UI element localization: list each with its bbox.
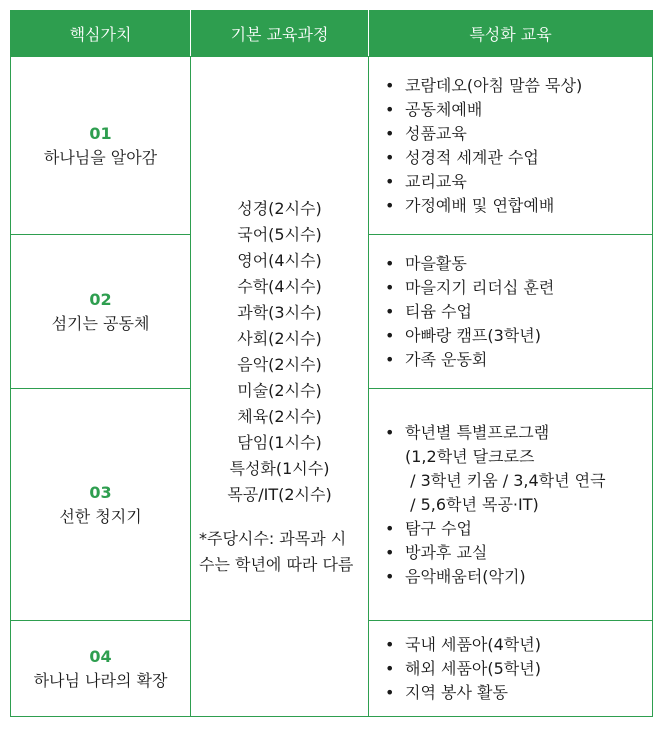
bullet-icon: •	[385, 566, 395, 586]
bullet-icon: •	[385, 75, 395, 95]
subject-item: 특성화(1시수)	[229, 458, 330, 478]
list-item	[383, 633, 642, 657]
special-education-cell	[369, 389, 653, 621]
bullet-icon: •	[385, 682, 395, 702]
special-education-cell	[369, 57, 653, 235]
subject-item: 목공/IT(2시수)	[227, 484, 332, 504]
list-item	[383, 252, 642, 276]
subject-item: 영어(4시수)	[237, 250, 322, 270]
bullet-icon: •	[385, 542, 395, 562]
core-value-label: 하나님을 알아감	[43, 147, 158, 167]
special-education-list	[383, 633, 642, 705]
bullet-icon: •	[385, 634, 395, 654]
subject-item: 체육(2시수)	[237, 406, 322, 426]
list-item-text: 아빠랑 캠프(3학년)	[405, 325, 541, 345]
core-value-number: 04	[89, 646, 112, 666]
list-item	[383, 348, 642, 372]
list-item-text: 공동체예배	[405, 99, 483, 119]
list-item	[383, 421, 642, 517]
list-item-text: 국내 세품아(4학년)	[405, 634, 541, 654]
list-item-text: 탐구 수업	[405, 518, 472, 538]
basic-curriculum-cell	[191, 57, 369, 717]
list-item-text: 가정예배 및 연합예배	[405, 195, 555, 215]
bullet-icon: •	[385, 325, 395, 345]
table-row	[11, 57, 653, 235]
bullet-icon: •	[385, 518, 395, 538]
bullet-icon: •	[385, 99, 395, 119]
special-education-list	[383, 252, 642, 372]
bullet-icon: •	[385, 277, 395, 297]
bullet-icon: •	[385, 349, 395, 369]
list-item-text: 성경적 세계관 수업	[405, 147, 539, 167]
header-basic-curriculum: 기본 교육과정	[191, 10, 369, 57]
list-item	[383, 146, 642, 170]
list-item	[383, 565, 642, 589]
list-item-text: 성품교육	[405, 123, 467, 143]
subject-item: 국어(5시수)	[237, 224, 322, 244]
special-education-cell	[369, 235, 653, 389]
curriculum-note: *주당시수: 과목과 시수는 학년에 따라 다름	[199, 528, 354, 574]
core-value-number: 02	[89, 289, 112, 309]
subject-item: 음악(2시수)	[237, 354, 322, 374]
list-item	[383, 276, 642, 300]
subject-item: 미술(2시수)	[237, 380, 322, 400]
list-item	[383, 681, 642, 705]
list-item	[383, 98, 642, 122]
list-item-text: 해외 세품아(5학년)	[405, 658, 541, 678]
list-item-text: 마을지기 리더십 훈련	[405, 277, 555, 297]
bullet-icon: •	[385, 123, 395, 143]
list-item	[383, 194, 642, 218]
core-value-cell	[11, 621, 191, 717]
list-item-text: 가족 운동회	[405, 349, 488, 369]
subject-item: 성경(2시수)	[237, 198, 322, 218]
subject-list	[199, 196, 360, 508]
list-item	[383, 541, 642, 565]
list-item	[383, 324, 642, 348]
list-item-text: 마을활동	[405, 253, 467, 273]
list-item-text: 학년별 특별프로그램 (1,2학년 달크로즈 / 3학년 키움 / 3,4학년 연극 / 5,6학년 목공·IT)	[405, 422, 606, 514]
list-item	[383, 170, 642, 194]
core-value-cell	[11, 389, 191, 621]
core-value-number: 01	[89, 123, 112, 143]
header-special-education: 특성화 교육	[369, 10, 653, 57]
list-item	[383, 300, 642, 324]
bullet-icon: •	[385, 147, 395, 167]
bullet-icon: •	[385, 195, 395, 215]
core-value-label: 선한 청지기	[59, 506, 142, 526]
list-item	[383, 517, 642, 541]
special-education-cell	[369, 621, 653, 717]
bullet-icon: •	[385, 422, 395, 442]
bullet-icon: •	[385, 658, 395, 678]
list-item-text: 코람데오(아침 말씀 묵상)	[405, 75, 583, 95]
subject-item: 담임(1시수)	[237, 432, 322, 452]
header-core-values: 핵심가치	[11, 10, 191, 57]
subject-item: 수학(4시수)	[237, 276, 322, 296]
bullet-icon: •	[385, 253, 395, 273]
core-value-label: 하나님 나라의 확장	[33, 670, 168, 690]
bullet-icon: •	[385, 171, 395, 191]
list-item-text: 교리교육	[405, 171, 467, 191]
curriculum-table-container	[10, 10, 653, 717]
list-item-text: 방과후 교실	[405, 542, 488, 562]
list-item	[383, 657, 642, 681]
list-item-text: 지역 봉사 활동	[405, 682, 508, 702]
subject-item: 사회(2시수)	[237, 328, 322, 348]
core-value-cell	[11, 235, 191, 389]
list-item	[383, 74, 642, 98]
core-value-cell	[11, 57, 191, 235]
list-item-text: 티윰 수업	[405, 301, 472, 321]
curriculum-table	[10, 10, 653, 717]
header-row	[11, 10, 653, 57]
list-item	[383, 122, 642, 146]
core-value-label: 섬기는 공동체	[51, 313, 150, 333]
special-education-list	[383, 421, 642, 589]
subject-item: 과학(3시수)	[237, 302, 322, 322]
bullet-icon: •	[385, 301, 395, 321]
core-value-number: 03	[89, 482, 112, 502]
list-item-text: 음악배움터(악기)	[405, 566, 526, 586]
special-education-list	[383, 74, 642, 218]
